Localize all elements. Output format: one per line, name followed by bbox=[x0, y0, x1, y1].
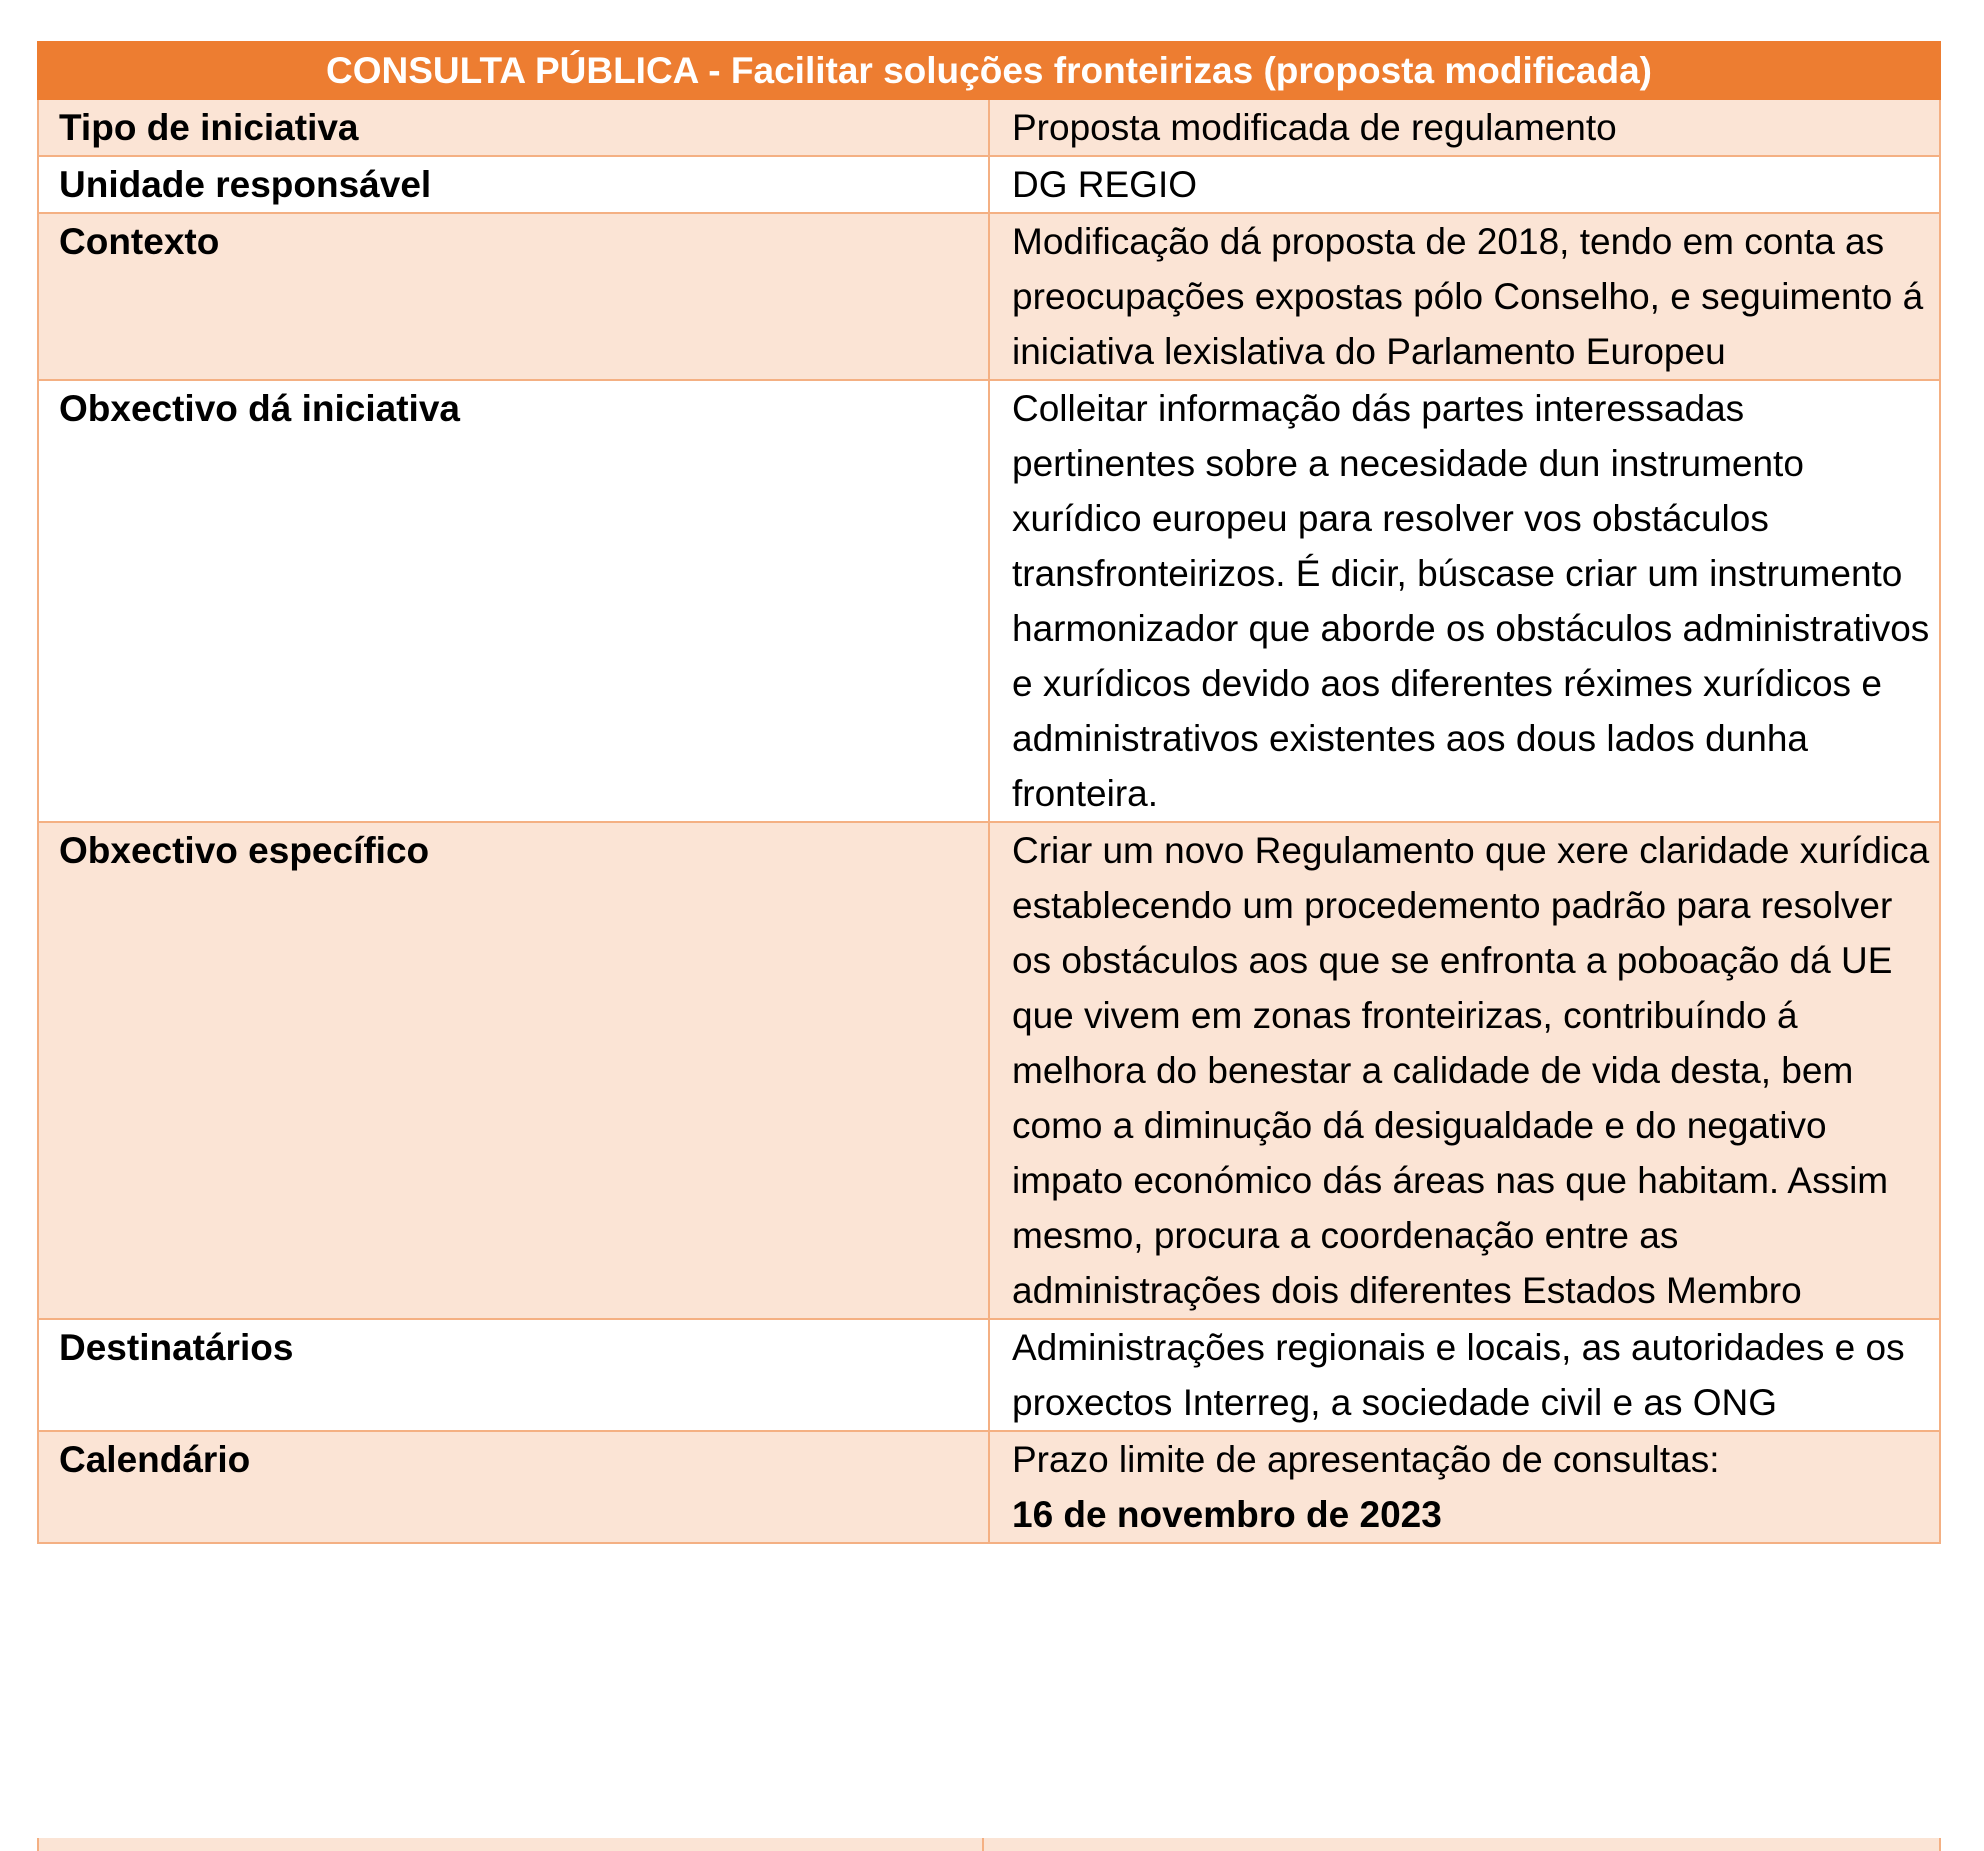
value-obxectivo-da-iniciativa: Colleitar informação dás partes interessadas pertinentes sobre a necesidade dun instrumento xurídico europeu para resolver vos obstáculos transfronteirizos. É dicir, búscase criar um instrumento harmonizador que aborde os obstáculos administrativos e xurídicos devido aos diferentes réximes xurídicos e administrativos existentes aos dous lados dunha fronteira. bbox=[989, 380, 1940, 822]
value-unidade-responsavel: DG REGIO bbox=[989, 156, 1940, 213]
table-title-row bbox=[38, 42, 1940, 99]
label-obxectivo-da-iniciativa: Obxectivo dá iniciativa bbox=[38, 380, 989, 822]
value-obxectivo-especifico: Criar um novo Regulamento que xere claridade xurídica establecendo um procedemento padrão para resolver os obstáculos aos que se enfronta a poboação dá UE que vivem em zonas fronteirizas, contribuíndo á melhora do benestar a calidade de vida desta, bem como a diminução dá desigualdade e do negativo impato económico dás áreas nas que habitam. Assim mesmo, procura a coordenação entre as administrações dois diferentes Estados Membro bbox=[989, 822, 1940, 1319]
row-calendario bbox=[38, 1431, 1940, 1543]
row-unidade-responsavel bbox=[38, 156, 1940, 213]
row-contexto bbox=[38, 213, 1940, 380]
label-calendario: Calendário bbox=[38, 1431, 989, 1543]
value-calendario bbox=[989, 1431, 1940, 1543]
deadline-text: Prazo limite de apresentação de consultas: bbox=[1012, 1439, 1720, 1480]
value-contexto: Modificação dá proposta de 2018, tendo em conta as preocupações expostas pólo Conselho, e seguimento á iniciativa lexislativa do Parlamento Europeu bbox=[989, 213, 1940, 380]
row-obxectivo-especifico bbox=[38, 822, 1940, 1319]
label-obxectivo-especifico: Obxectivo específico bbox=[38, 822, 989, 1319]
deadline-date: 16 de novembro de 2023 bbox=[1012, 1494, 1442, 1535]
column-divider bbox=[982, 1838, 984, 1851]
value-destinatarios: Administrações regionais e locais, as autoridades e os proxectos Interreg, a sociedade civil e as ONG bbox=[989, 1319, 1940, 1431]
label-tipo-de-iniciativa: Tipo de iniciativa bbox=[38, 99, 989, 156]
label-contexto: Contexto bbox=[38, 213, 989, 380]
row-destinatarios bbox=[38, 1319, 1940, 1431]
row-obxectivo-da-iniciativa bbox=[38, 380, 1940, 822]
consultation-sheet bbox=[37, 41, 1941, 1544]
consultation-table bbox=[37, 41, 1941, 1544]
row-tipo-de-iniciativa bbox=[38, 99, 1940, 156]
table-continuation-edge bbox=[37, 1838, 1941, 1851]
label-unidade-responsavel: Unidade responsável bbox=[38, 156, 989, 213]
label-destinatarios: Destinatários bbox=[38, 1319, 989, 1431]
table-title: CONSULTA PÚBLICA - Facilitar soluções fronteirizas (proposta modificada) bbox=[38, 42, 1940, 99]
value-tipo-de-iniciativa: Proposta modificada de regulamento bbox=[989, 99, 1940, 156]
